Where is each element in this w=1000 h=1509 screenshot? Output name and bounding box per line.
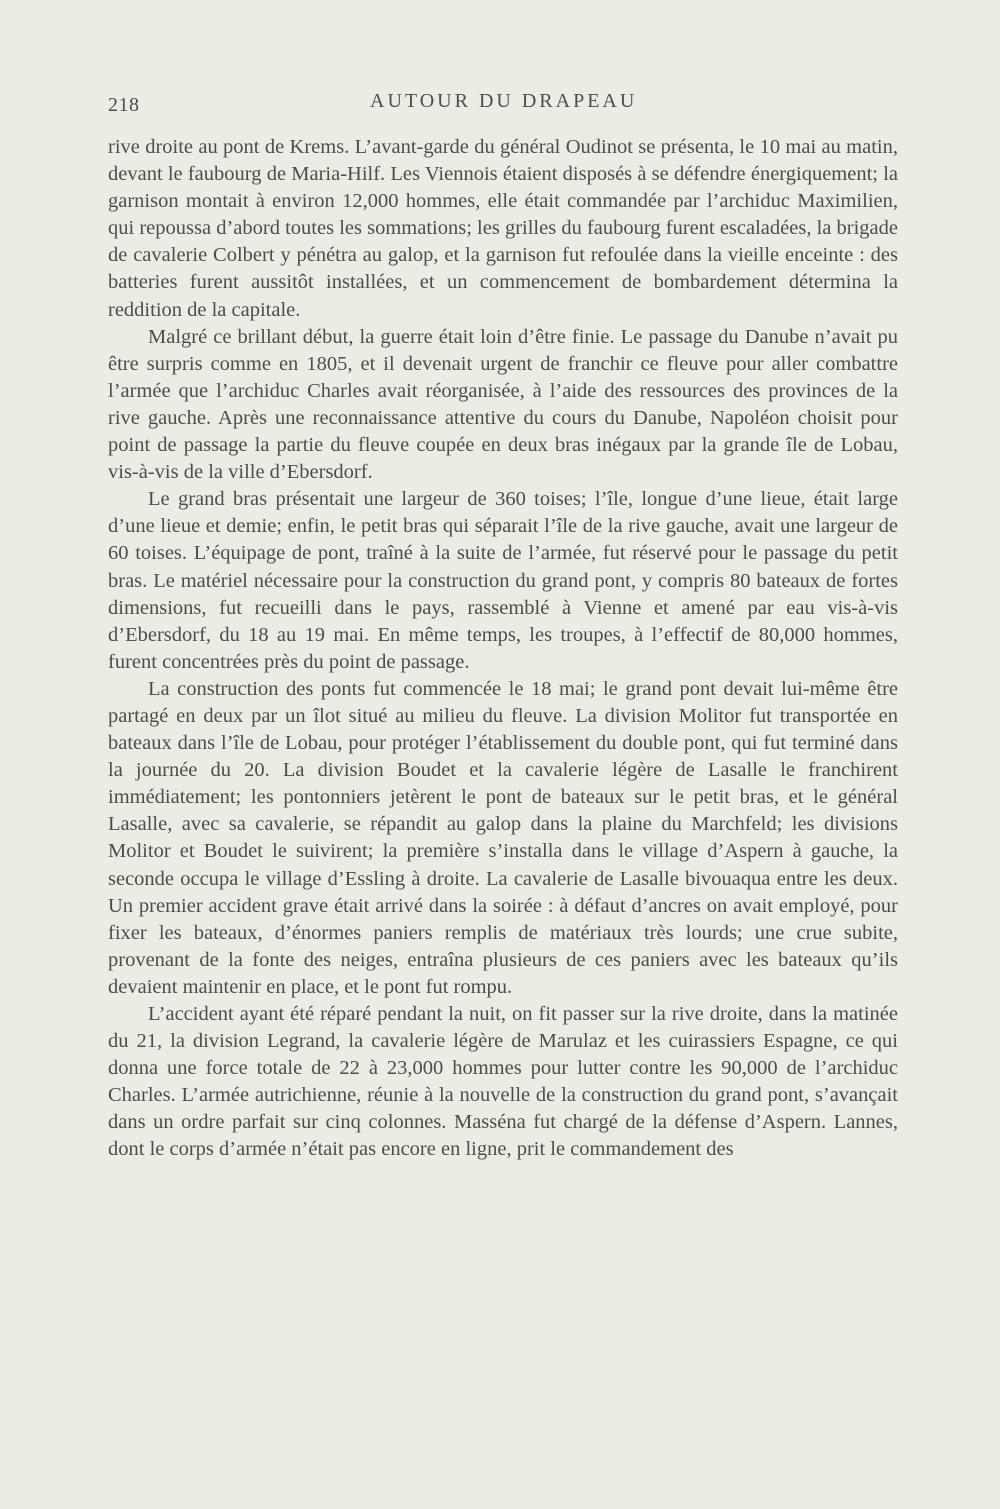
paragraph: L’accident ayant été réparé pendant la nuit, on fit passer sur la rive droite, dans la matinée du 21, la division Legrand, la cavalerie légère de Marulaz et les cuirassiers Espagne, ce qui donna une force totale de 22 à 23,000 hommes pour lutter contre les 90,000 de l’archiduc Charles. L’armée autrichienne, réunie à la nouvelle de la construction du grand pont, s’avançait dans un ordre parfait sur cinq colonnes. Masséna fut chargé de la défense d’Aspern. Lannes, dont le corps d’armée n’était pas encore en ligne, prit le commandement des — [108, 1003, 898, 1161]
paragraph: Le grand bras présentait une largeur de 360 toises; l’île, longue d’une lieue, était large d’une lieue et demie; enfin, le petit bras qui séparait l’île de la rive gauche, avait une largeur de 60 toises. L’équipage de pont, traîné à la suite de l’armée, fut réservé pour le passage du petit bras. Le matériel nécessaire pour la construction du grand pont, y compris 80 bateaux de fortes dimensions, fut recueilli dans le pays, rassemblé à Vienne et amené par eau vis-à-vis d’Ebersdorf, du 18 au 19 mai. En même temps, les troupes, à l’effectif de 80,000 hommes, furent concentrées près du point de passage. — [108, 488, 898, 673]
page-header — [108, 88, 898, 128]
paragraph: Malgré ce brillant début, la guerre était loin d’être finie. Le passage du Danube n’avait pu être surpris comme en 1805, et il devenait urgent de franchir ce fleuve pour aller combattre l’armée que l’archiduc Charles avait réorganisée, à l’aide des ressources des provinces de la rive gauche. Après une reconnaissance attentive du cours du Danube, Napoléon choisit pour point de passage la partie du fleuve coupée en deux bras inégaux par la grande île de Lobau, vis-à-vis de la ville d’Ebersdorf. — [108, 325, 898, 484]
paragraph: rive droite au pont de Krems. L’avant-garde du général Oudinot se présenta, le 10 mai au matin, devant le faubourg de Maria-Hilf. Les Viennois étaient disposés à se défendre énergiquement; la garnison montait à environ 12,000 hommes, elle était commandée par l’archiduc Maximilien, qui repoussa d’abord toutes les sommations; les grilles du faubourg furent escaladées, la brigade de cavalerie Colbert y pénétra au galop, et la garnison fut refoulée dans la vieille enceinte : des batteries furent aussitôt installées, et un commencement de bombardement détermina la reddition de la capitale. — [108, 136, 898, 321]
page-body — [108, 134, 898, 1164]
running-title: AUTOUR DU DRAPEAU — [370, 90, 638, 112]
paragraph: La construction des ponts fut commencée le 18 mai; le grand pont devait lui-même être partagé en deux par un îlot situé au milieu du fleuve. La division Molitor fut transportée en bateaux dans l’île de Lobau, pour protéger l’établissement du double pont, qui fut terminé dans la journée du 20. La division Boudet et la cavalerie légère de Lasalle le franchirent immédiatement; les pontonniers jetèrent le pont de bateaux sur le petit bras, et le général Lasalle, avec sa cavalerie, se répandit au galop dans la plaine du Marchfeld; les divisions Molitor et Boudet le suivirent; la première s’installa dans le village d’Aspern à gauche, la seconde occupa le village d’Essling à droite. La cavalerie de Lasalle bivouaqua entre les deux. Un premier accident grave était arrivé dans la soirée : à défaut d’ancres on avait employé, pour fixer les bateaux, d’énormes paniers remplis de matériaux très lourds; une crue subite, provenant de la fonte des neiges, entraîna plusieurs de ces paniers avec les bateaux qu’ils devaient maintenir en place, et le pont fut rompu. — [108, 677, 898, 998]
page-number: 218 — [108, 94, 140, 116]
